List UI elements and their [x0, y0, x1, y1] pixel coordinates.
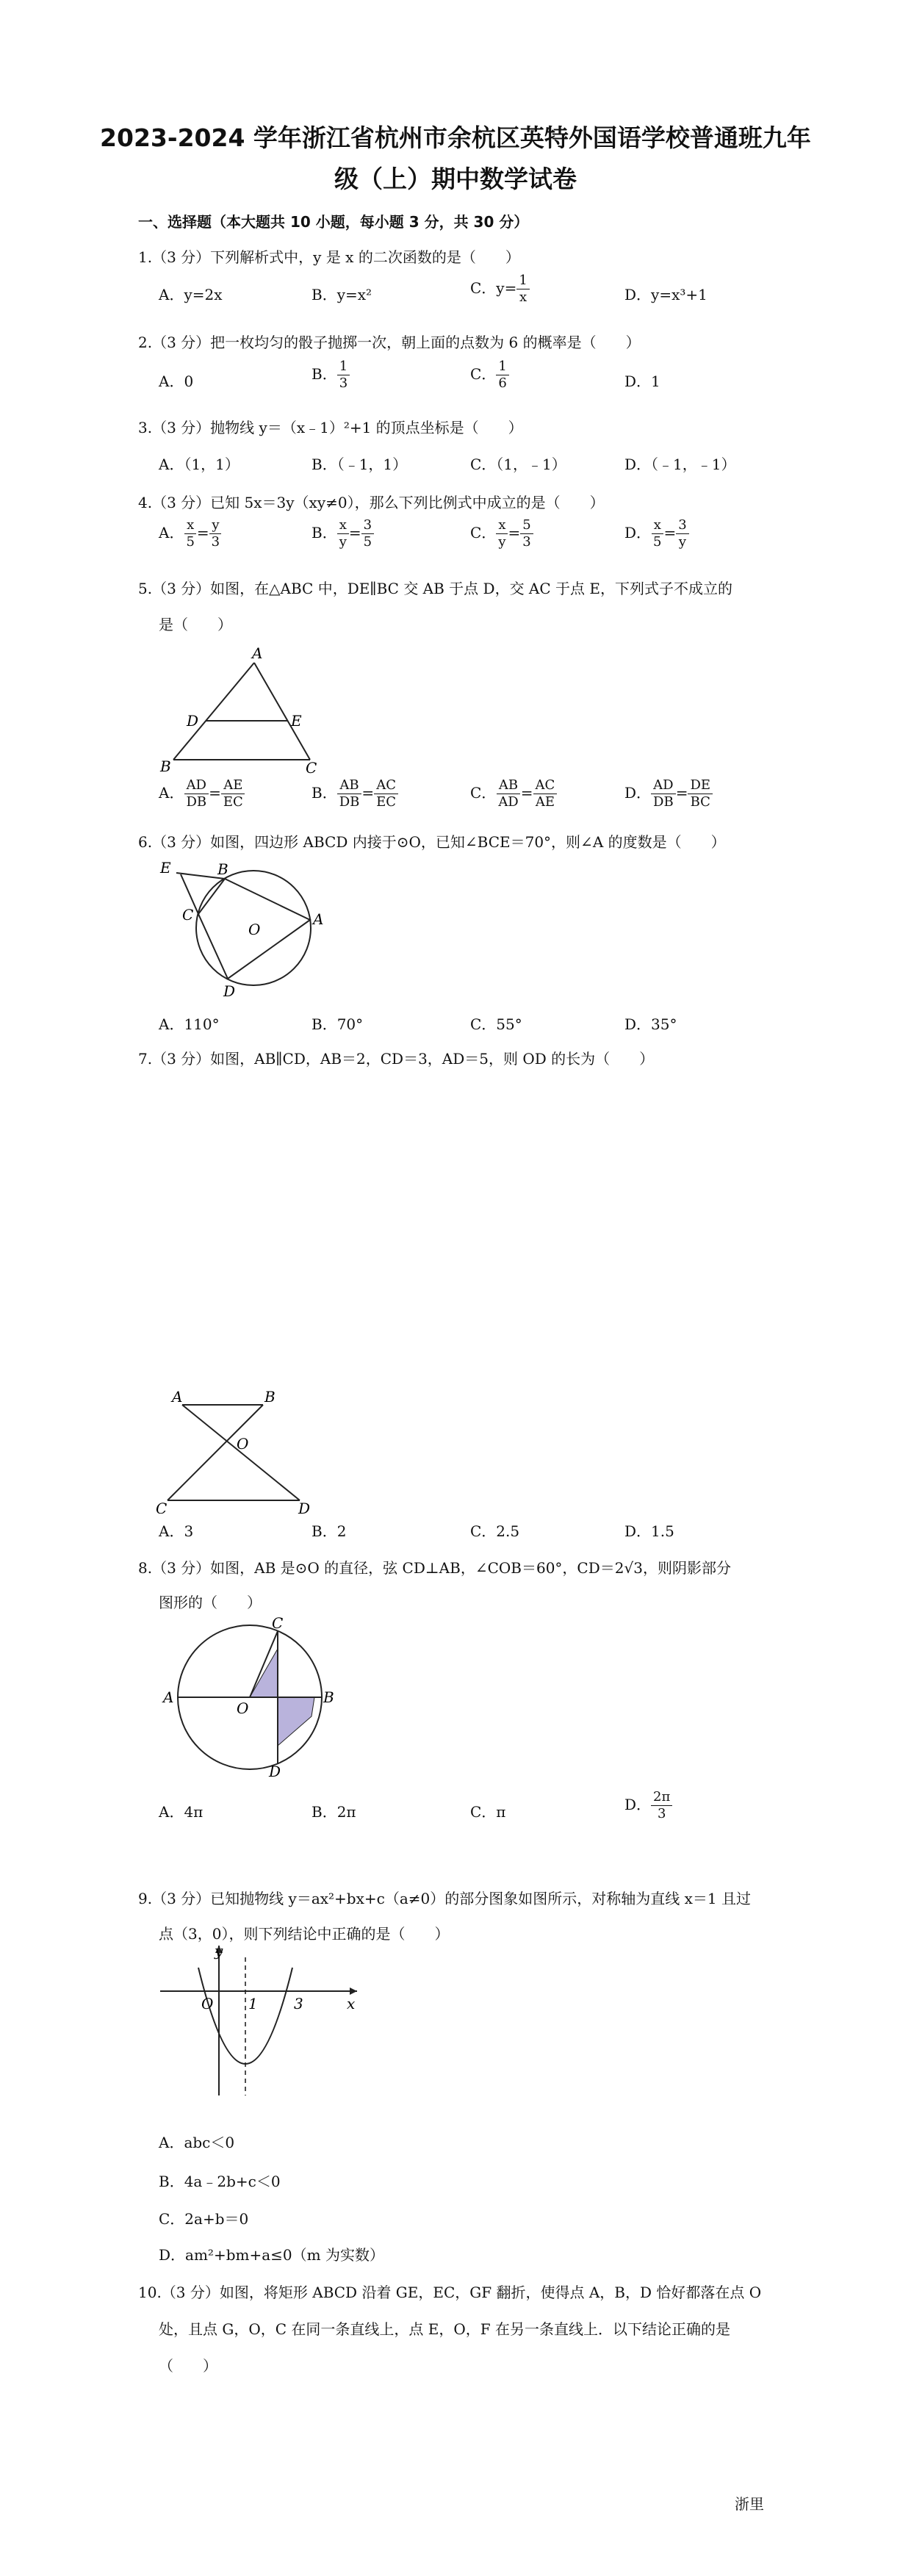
footer-watermark: 浙里 [735, 2495, 764, 2513]
q9-label-y: y [215, 1942, 223, 1960]
q5-label-a: A [252, 644, 263, 662]
q7-label-d: D [298, 1500, 311, 1514]
q1-option-c: C．y= $\frac{1}{x}$ [470, 274, 530, 304]
q5-side-ab [173, 663, 254, 760]
q6-option-b: B．70° [312, 1015, 364, 1033]
q6-label-o: O [248, 921, 261, 938]
q3-stem: 3.（3 分）抛物线 y＝（x﹣1）²+1 的顶点坐标是（ ） [138, 419, 523, 436]
q7-segment-ad [182, 1405, 300, 1500]
q10-stem-line-3: （ ） [159, 2357, 217, 2375]
q9-label-o: O [201, 1995, 214, 2012]
q4-option-b: B． $\frac{x}{y}$ = $\frac{3}{5}$ [312, 519, 374, 549]
q6-option-d: D．35° [624, 1015, 677, 1033]
q2-option-c: C． $\frac{1}{6}$ [470, 360, 509, 390]
q9-option-c: C．2a+b＝0 [159, 2210, 249, 2228]
q6-circle-figure [154, 852, 345, 1007]
q3-option-c: C．（1，﹣1） [470, 456, 566, 473]
q5-stem-line-1: 5.（3 分）如图，在△ABC 中，DE∥BC 交 AB 于点 D，交 AC 于点 E，下列式子不成立的 [138, 580, 732, 597]
q4-option-a: A． $\frac{x}{5}$ = $\frac{y}{3}$ [159, 519, 222, 549]
q5-stem-line-2: 是（ ） [159, 616, 232, 633]
q9-parabola-figure [154, 1940, 375, 2109]
q8-label-a: A [163, 1688, 174, 1706]
q7-stem: 7.（3 分）如图，AB∥CD，AB＝2，CD＝3，AD＝5，则 OD 的长为（ ） [138, 1050, 655, 1068]
q7-option-d: D．1.5 [624, 1522, 674, 1540]
q6-label-d: D [223, 982, 236, 1000]
q8-option-a: A．4π [159, 1803, 204, 1821]
q7-label-c: C [156, 1500, 168, 1514]
q8-label-o: O [237, 1699, 249, 1717]
q2-option-a: A．0 [159, 373, 194, 390]
q9-x-arrow [350, 1987, 357, 1995]
q4-stem: 4.（3 分）已知 5x＝3y（xy≠0），那么下列比例式中成立的是（ ） [138, 494, 605, 511]
q2-option-b: B． $\frac{1}{3}$ [312, 360, 350, 390]
q8-label-c: C [272, 1616, 284, 1632]
q6-stem: 6.（3 分）如图，四边形 ABCD 内接于⊙O，已知∠BCE＝70°，则∠A 的度数是（ ） [138, 833, 726, 851]
q8-circle-figure [154, 1616, 345, 1778]
q4-option-c: C． $\frac{x}{y}$ = $\frac{5}{3}$ [470, 519, 533, 549]
q6-label-b: B [217, 860, 228, 878]
q7-label-b: B [264, 1389, 276, 1406]
q8-option-d: D． $\frac{2\pi}{3}$ [624, 1791, 672, 1821]
q9-option-a: A．abc＜0 [159, 2134, 235, 2151]
q5-option-a: A． $\frac{AD}{DB}$ = $\frac{AE}{EC}$ [159, 779, 245, 809]
section-heading: 一、选择题（本大题共 10 小题，每小题 3 分，共 30 分） [138, 213, 529, 231]
title-line-1: 2023-2024 学年浙江省杭州市余杭区英特外国语学校普通班九年 [100, 123, 811, 152]
q7-label-o: O [237, 1435, 249, 1453]
q9-stem-line-1: 9.（3 分）已知抛物线 y＝ax²+bx+c（a≠0）的部分图象如图所示，对称轴为直线 x＝1 且过 [138, 1890, 751, 1907]
q9-option-b: B．4a﹣2b+c＜0 [159, 2173, 281, 2190]
q7-option-b: B．2 [312, 1522, 347, 1540]
q8-stem-line-1: 8.（3 分）如图，AB 是⊙O 的直径，弦 CD⊥AB，∠COB＝60°，CD＝2√3，则阴影部分 [138, 1559, 731, 1577]
q3-option-a: A．（1，1） [159, 456, 240, 473]
q6-label-a: A [313, 910, 324, 928]
q7-figure [154, 1389, 323, 1514]
q1-option-d: D．y=x³+1 [624, 286, 707, 303]
q6-label-e: E [160, 859, 171, 877]
q8-stem-line-2: 图形的（ ） [159, 1594, 262, 1611]
q2-stem: 2.（3 分）把一枚均匀的骰子抛掷一次，朝上面的点数为 6 的概率是（ ） [138, 334, 641, 351]
q10-stem-line-1: 10.（3 分）如图，将矩形 ABCD 沿着 GE，EC，GF 翻折，使得点 A，B，D 恰好都落在点 O [138, 2284, 762, 2301]
q5-label-c: C [306, 759, 317, 777]
q9-stem-line-2: 点（3，0），则下列结论中正确的是（ ） [159, 1925, 450, 1943]
q5-option-c: C． $\frac{AB}{AD}$ = $\frac{AC}{AE}$ [470, 779, 557, 809]
q5-label-d: D [187, 712, 199, 730]
q1-option-b: B．y=x² [312, 286, 372, 303]
q9-option-d: D．am²+bm+a≤0（m 为实数） [159, 2246, 384, 2264]
q3-option-b: B．（﹣1，1） [312, 456, 408, 473]
q8-label-b: B [323, 1688, 334, 1706]
q8-shaded-region-upper [250, 1649, 278, 1697]
q6-option-a: A．110° [159, 1015, 220, 1033]
q5-side-ac [254, 663, 310, 760]
q9-label-one: 1 [248, 1995, 258, 2012]
q4-option-d: D． $\frac{x}{5}$ = $\frac{3}{y}$ [624, 519, 689, 549]
q5-triangle-figure [154, 641, 338, 777]
q3-option-d: D．（﹣1，﹣1） [624, 456, 736, 473]
q6-label-c: C [182, 906, 194, 924]
q5-label-b: B [160, 758, 171, 775]
q8-option-b: B．2π [312, 1803, 356, 1821]
q1-option-a: A．y=2x [159, 286, 223, 303]
q1-stem: 1.（3 分）下列解析式中，y 是 x 的二次函数的是（ ） [138, 248, 520, 266]
title-line-2: 级（上）期中数学试卷 [334, 165, 577, 193]
q5-option-d: D． $\frac{AD}{DB}$ = $\frac{DE}{BC}$ [624, 779, 713, 809]
q7-segment-bc [168, 1405, 263, 1500]
q9-label-x: x [347, 1995, 356, 2012]
q5-option-b: B． $\frac{AB}{DB}$ = $\frac{AC}{EC}$ [312, 779, 398, 809]
q8-option-c: C．π [470, 1803, 506, 1821]
q8-label-d: D [269, 1763, 281, 1778]
q7-option-c: C．2.5 [470, 1522, 520, 1540]
q6-option-c: C．55° [470, 1015, 522, 1033]
q10-stem-line-2: 处，且点 G，O，C 在同一条直线上，点 E，O，F 在另一条直线上．以下结论正确的是 [159, 2320, 730, 2338]
q2-option-d: D．1 [624, 373, 660, 390]
q7-option-a: A．3 [159, 1522, 194, 1540]
q7-label-a: A [172, 1389, 183, 1406]
q5-label-e: E [291, 712, 302, 730]
q9-label-three: 3 [294, 1995, 303, 2012]
